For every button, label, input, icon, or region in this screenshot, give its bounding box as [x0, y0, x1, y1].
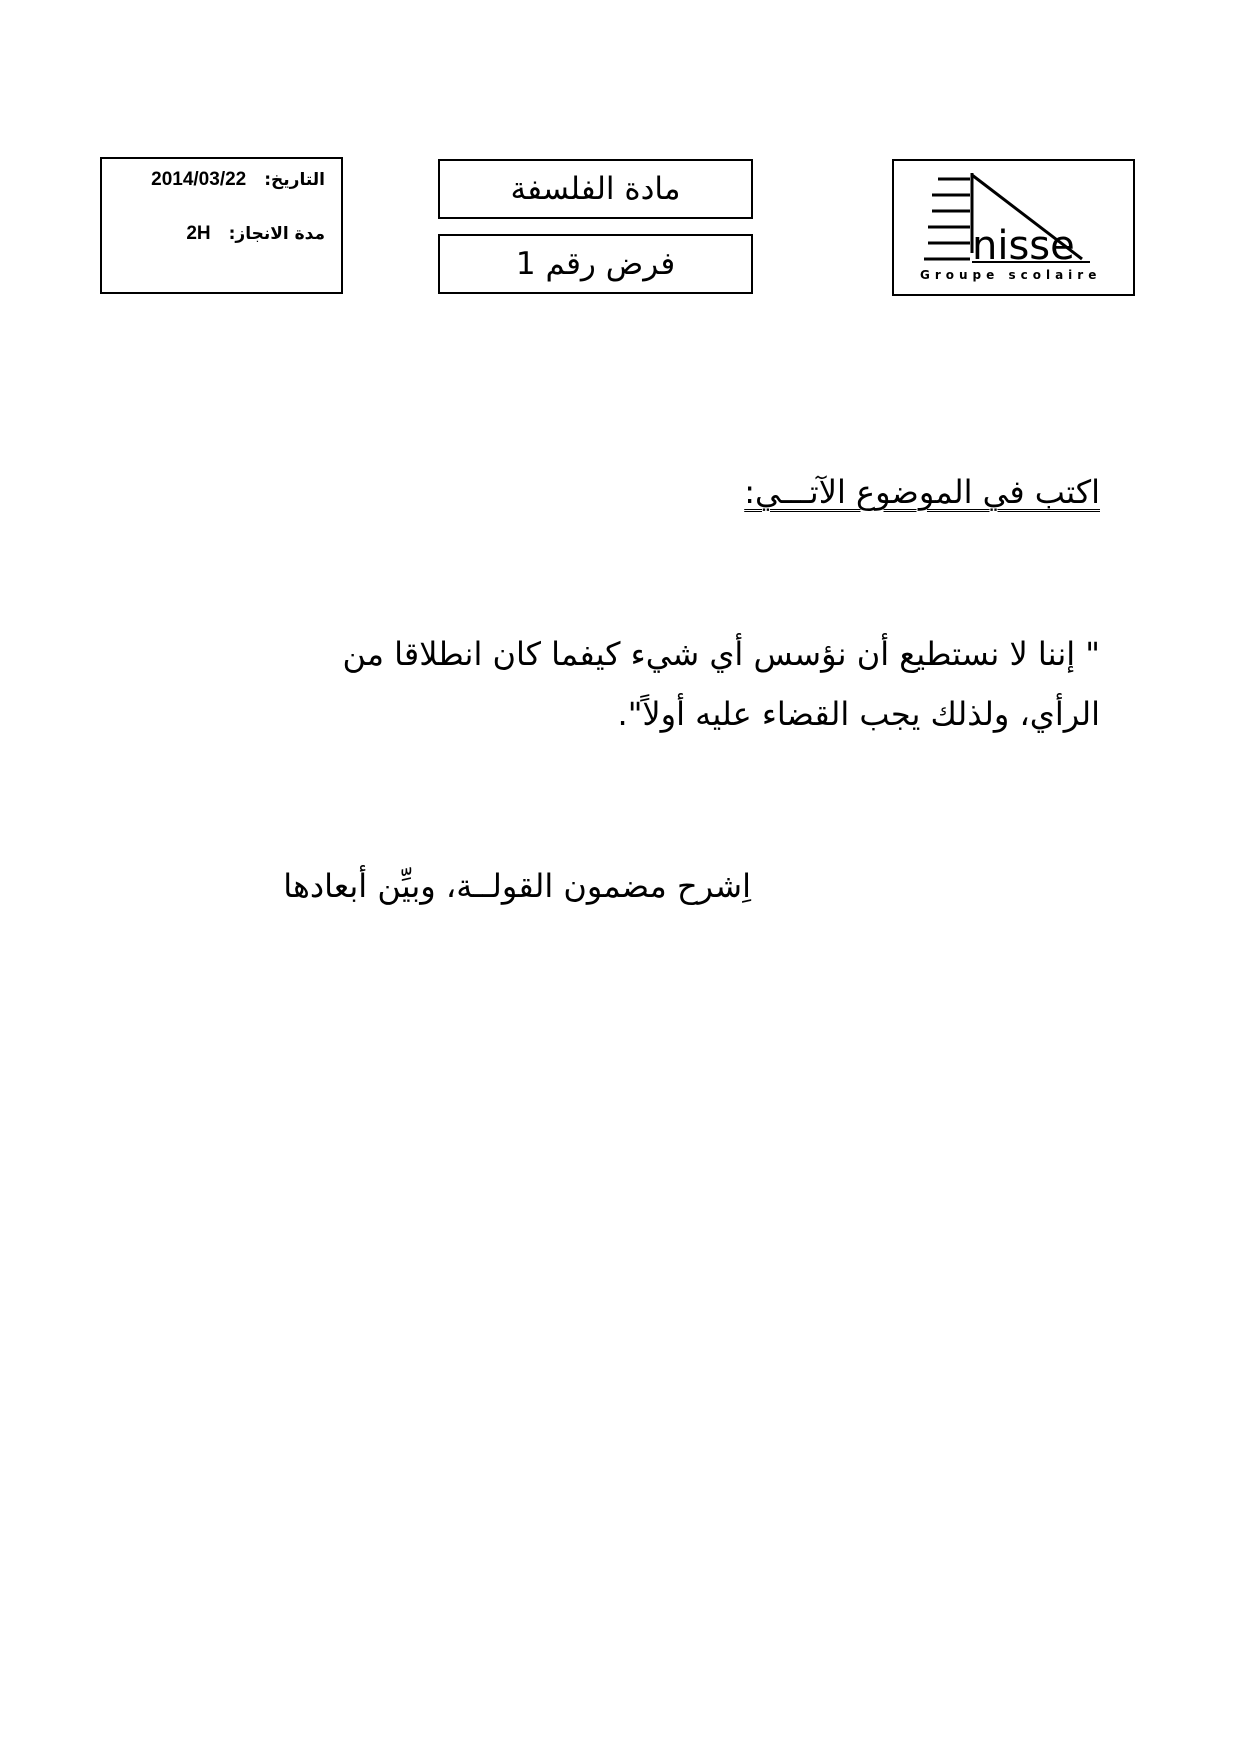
date-row: [114, 169, 325, 191]
duration-value: 2H: [186, 223, 211, 244]
duration-row: [114, 223, 325, 245]
quote-line-2: الرأي، ولذلك يجب القضاء عليه أولاً".: [617, 695, 1100, 733]
question-text: اِشرح مضمون القولــة، وبيِّن أبعادها: [283, 867, 751, 905]
school-logo-box: [892, 159, 1135, 296]
instruction-text: اكتب في الموضوع الآتـــي:: [744, 473, 1100, 511]
date-value: 2014/03/22: [151, 169, 247, 190]
duration-label: مدة الانجاز:: [228, 224, 325, 244]
exam-info-box: [100, 157, 343, 294]
quote-line-1: " إننا لا نستطيع أن نؤسس أي شيء كيفما كان انطلاقا من: [342, 635, 1100, 673]
nisse-logo-icon: [894, 161, 1133, 294]
logo-tagline: Groupe scolaire: [920, 268, 1102, 282]
subject-title: مادة الفلسفة: [438, 159, 753, 219]
date-label: التاريخ:: [264, 170, 325, 190]
logo-wordmark: nisse: [972, 223, 1075, 269]
instruction-heading: [744, 468, 1100, 516]
exam-title: فرض رقم 1: [438, 234, 753, 294]
